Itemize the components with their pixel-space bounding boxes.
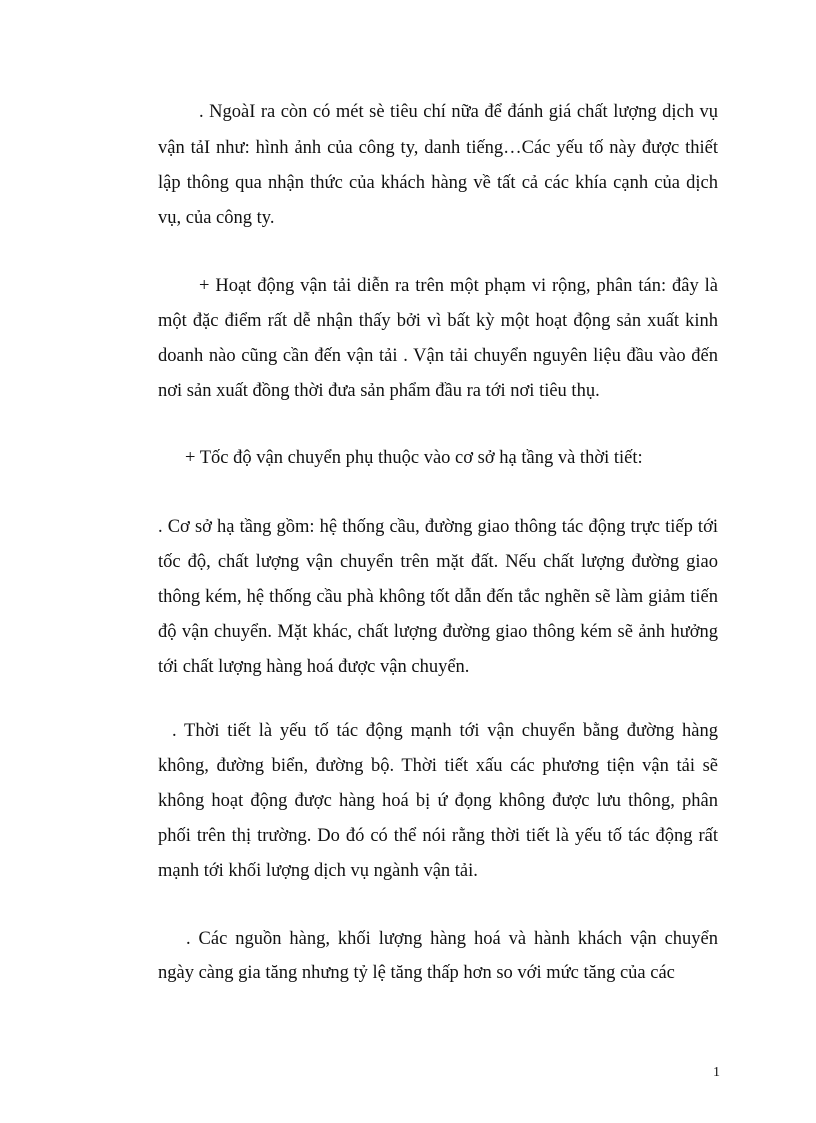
paragraph-5-line-5: mạnh tới khối lượng dịch vụ ngành vận tải.	[158, 861, 478, 881]
paragraph-5-line-3: không hoạt động được hàng hoá bị ứ đọng không được lưu thông, phân	[158, 791, 718, 811]
paragraph-3-line-1: + Tốc độ vận chuyển phụ thuộc vào cơ sở hạ tầng và thời tiết:	[185, 448, 643, 468]
paragraph-1-line-4: vụ, của công ty.	[158, 208, 275, 228]
paragraph-5-line-1: . Thời tiết là yếu tố tác động mạnh tới vận chuyển bằng đường hàng	[172, 721, 718, 741]
paragraph-1-line-2: vận tảI như: hình ảnh của công ty, danh tiếng…Các yếu tố này được thiết	[158, 138, 718, 158]
paragraph-1-line-1: . NgoàI ra còn có mét sè tiêu chí nữa để đánh giá chất lượng dịch vụ	[199, 102, 718, 122]
paragraph-2-line-1: + Hoạt động vận tải diễn ra trên một phạm vi rộng, phân tán: đây là	[199, 276, 718, 296]
paragraph-2-line-3: doanh nào cũng cần đến vận tải . Vận tải chuyển nguyên liệu đầu vào đến	[158, 346, 718, 366]
paragraph-4-line-2: tốc độ, chất lượng vận chuyển trên mặt đất. Nếu chất lượng đường giao	[158, 552, 718, 572]
page-number: 1	[713, 1065, 720, 1080]
paragraph-6-line-2: ngày càng gia tăng nhưng tỷ lệ tăng thấp hơn so với mức tăng của các	[158, 963, 675, 983]
paragraph-5-line-4: phối trên thị trường. Do đó có thể nói rằng thời tiết là yếu tố tác động rất	[158, 826, 718, 846]
paragraph-4-line-5: tới chất lượng hàng hoá được vận chuyển.	[158, 657, 470, 677]
paragraph-4-line-4: độ vận chuyển. Mặt khác, chất lượng đường giao thông kém sẽ ảnh hưởng	[158, 622, 718, 642]
paragraph-2-line-2: một đặc điểm rất dễ nhận thấy bởi vì bất kỳ một hoạt động sản xuất kinh	[158, 311, 718, 331]
paragraph-4-line-1: . Cơ sở hạ tầng gồm: hệ thống cầu, đường giao thông tác động trực tiếp tới	[158, 517, 718, 537]
paragraph-4-line-3: thông kém, hệ thống cầu phà không tốt dẫn đến tắc nghẽn sẽ làm giảm tiến	[158, 587, 718, 607]
paragraph-2-line-4: nơi sản xuất đồng thời đưa sản phẩm đầu ra tới nơi tiêu thụ.	[158, 381, 600, 401]
paragraph-5-line-2: không, đường biển, đường bộ. Thời tiết xấu các phương tiện vận tải sẽ	[158, 756, 718, 776]
paragraph-6-line-1: . Các nguồn hàng, khối lượng hàng hoá và hành khách vận chuyển	[186, 929, 718, 949]
paragraph-1-line-3: lập thông qua nhận thức của khách hàng về tất cả các khía cạnh của dịch	[158, 173, 718, 193]
